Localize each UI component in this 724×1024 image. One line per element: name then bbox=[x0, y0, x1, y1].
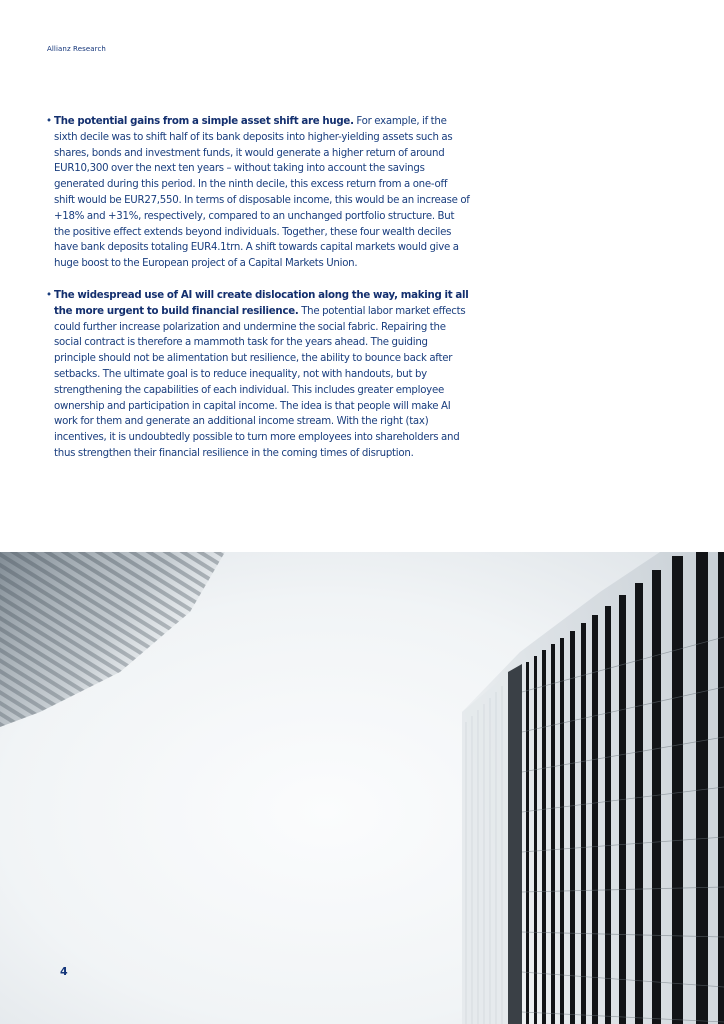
page-number: 4 bbox=[60, 965, 68, 978]
bullet-ai-resilience-lead: The widespread use of AI will create dislocation along the way, making it all the more urgent to build financial resilience. bbox=[54, 289, 469, 317]
bullet-asset-shift-lead: The potential gains from a simple asset shift are huge. bbox=[54, 116, 354, 127]
bullet-asset-shift-body: For example, if the sixth decile was to shift half of its bank deposits into higher-yielding assets such as shares, bonds and investment funds, it would generate a higher return of around EUR10,300 over the next ten years – without taking into account the savings generated during this period. In the ninth decile, this excess return from a one-off shift would be EUR27,550. In terms of disposable income, this would be an increase of +18% and +31%, respectively, compared to an unchanged portfolio structure. But the positive effect extends beyond individuals. Together, these four wealth deciles have bank deposits totaling EUR4.1trn. A shift towards capital markets would give a huge boost to the European project of a Capital Markets Union. bbox=[54, 116, 470, 270]
bullet-ai-resilience bbox=[46, 288, 470, 462]
skyscrapers-fog-photo bbox=[0, 552, 724, 1024]
running-header: Allianz Research bbox=[47, 45, 106, 53]
bullet-asset-shift bbox=[46, 114, 470, 272]
body-content bbox=[46, 114, 470, 478]
bullet-ai-resilience-body: The potential labor market effects could further increase polarization and undermine the social fabric. Repairing the social contract is therefore a mammoth task for the years ahead. The guiding principle should not be alimentation but resilience, the ability to bounce back after setbacks. The ultimate goal is to reduce inequality, not with handouts, but by strengthening the capabilities of each individual. This includes greater employee ownership and participation in capital income. The idea is that people will make AI work for them and generate an additional income stream. With the right (tax) incentives, it is undoubtedly possible to turn more employees into shareholders and thus strengthen their financial resilience in the coming times of disruption. bbox=[54, 305, 466, 459]
